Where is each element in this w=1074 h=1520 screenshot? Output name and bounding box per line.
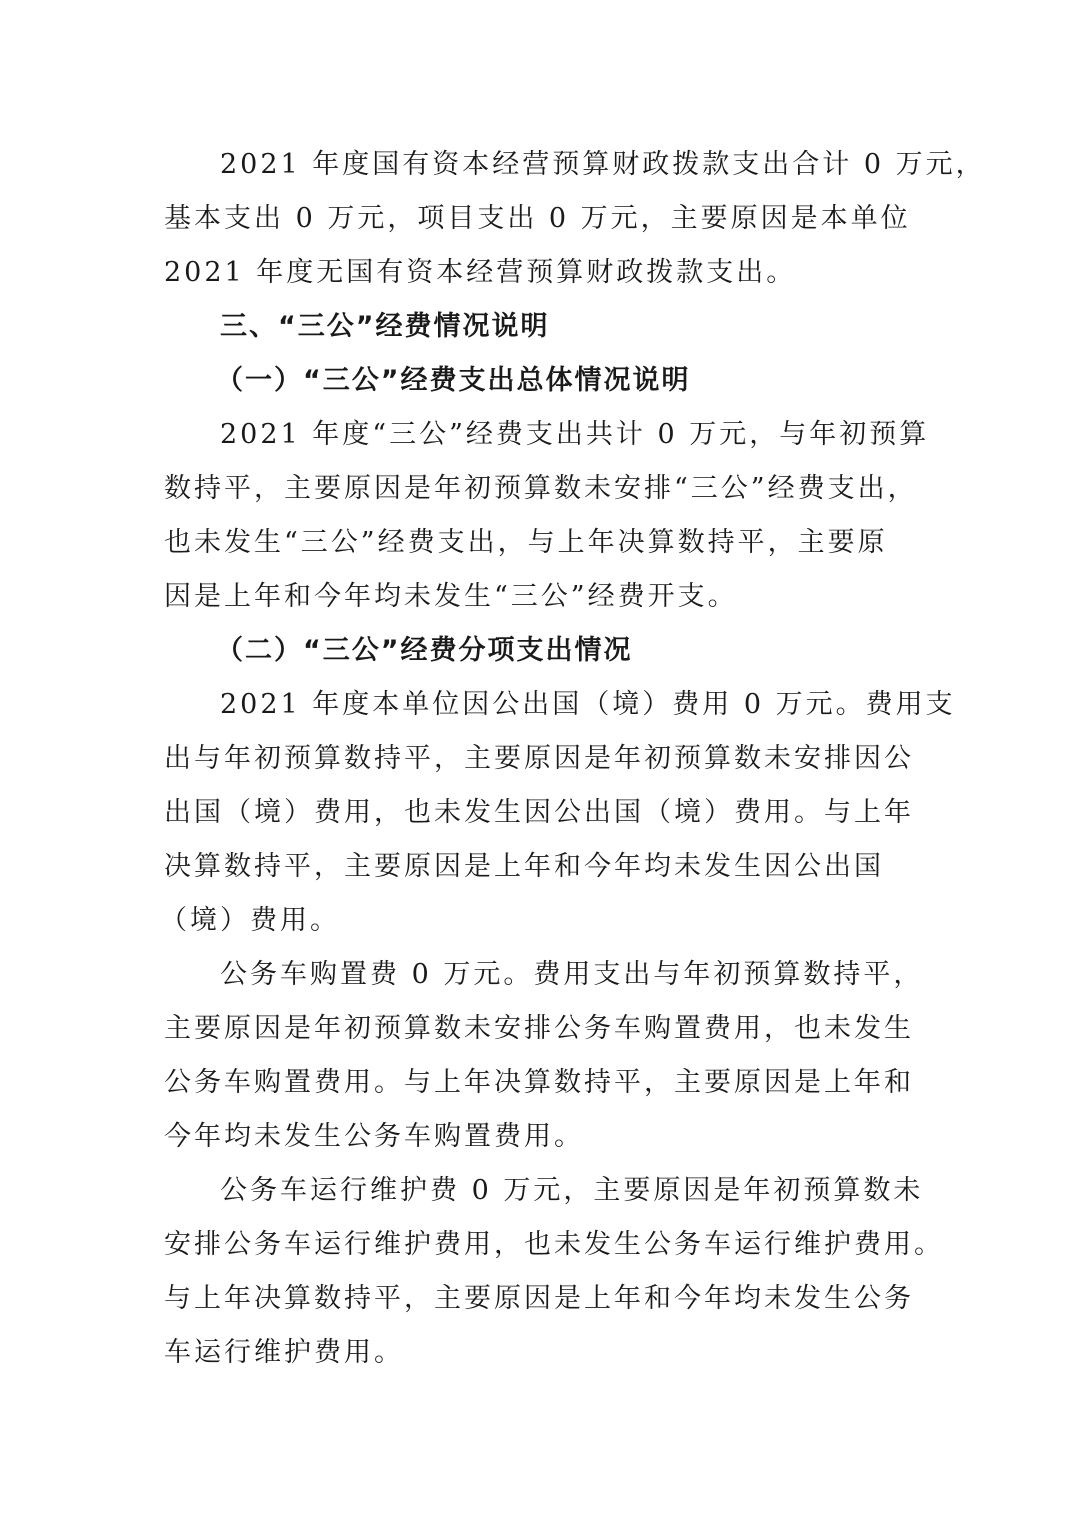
paragraph-line: 车运行维护费用。 bbox=[164, 1337, 404, 1368]
paragraph-line: 因是上年和今年均未发生“三公”经费开支。 bbox=[164, 581, 738, 612]
paragraph-line: 公务车运行维护费 0 万元，主要原因是年初预算数未 bbox=[220, 1175, 924, 1206]
paragraph-line: 决算数持平，主要原因是上年和今年均未发生因公出国 bbox=[164, 851, 884, 882]
paragraph-line: （境）费用。 bbox=[160, 905, 340, 936]
paragraph-line: 与上年决算数持平，主要原因是上年和今年均未发生公务 bbox=[164, 1283, 914, 1314]
paragraph-line: 也未发生“三公”经费支出，与上年决算数持平，主要原 bbox=[164, 527, 888, 558]
paragraph-line: 主要原因是年初预算数未安排公务车购置费用，也未发生 bbox=[164, 1013, 914, 1044]
subsection-heading: （一）“三公”经费支出总体情况说明 bbox=[216, 365, 691, 396]
paragraph-line: 今年均未发生公务车购置费用。 bbox=[164, 1121, 584, 1152]
paragraph-line: 基本支出 0 万元，项目支出 0 万元，主要原因是本单位 bbox=[164, 203, 911, 234]
paragraph-line: 公务车购置费用。与上年决算数持平，主要原因是上年和 bbox=[164, 1067, 914, 1098]
paragraph-line: 2021 年度国有资本经营预算财政拨款支出合计 0 万元， bbox=[220, 149, 986, 180]
paragraph-line: 2021 年度无国有资本经营预算财政拨款支出。 bbox=[164, 257, 797, 288]
paragraph-line: 公务车购置费 0 万元。费用支出与年初预算数持平， bbox=[220, 959, 924, 990]
paragraph-line: 2021 年度“三公”经费支出共计 0 万元，与年初预算 bbox=[220, 419, 930, 450]
subsection-heading: （二）“三公”经费分项支出情况 bbox=[216, 635, 633, 666]
paragraph-line: 出与年初预算数持平，主要原因是年初预算数未安排因公 bbox=[164, 743, 914, 774]
paragraph-line: 安排公务车运行维护费用，也未发生公务车运行维护费用。 bbox=[164, 1229, 944, 1260]
paragraph-line: 出国（境）费用，也未发生因公出国（境）费用。与上年 bbox=[164, 797, 914, 828]
paragraph-line: 2021 年度本单位因公出国（境）费用 0 万元。费用支 bbox=[220, 689, 956, 720]
section-heading: 三、“三公”经费情况说明 bbox=[220, 311, 550, 342]
paragraph-line: 数持平，主要原因是年初预算数未安排“三公”经费支出， bbox=[164, 473, 918, 504]
